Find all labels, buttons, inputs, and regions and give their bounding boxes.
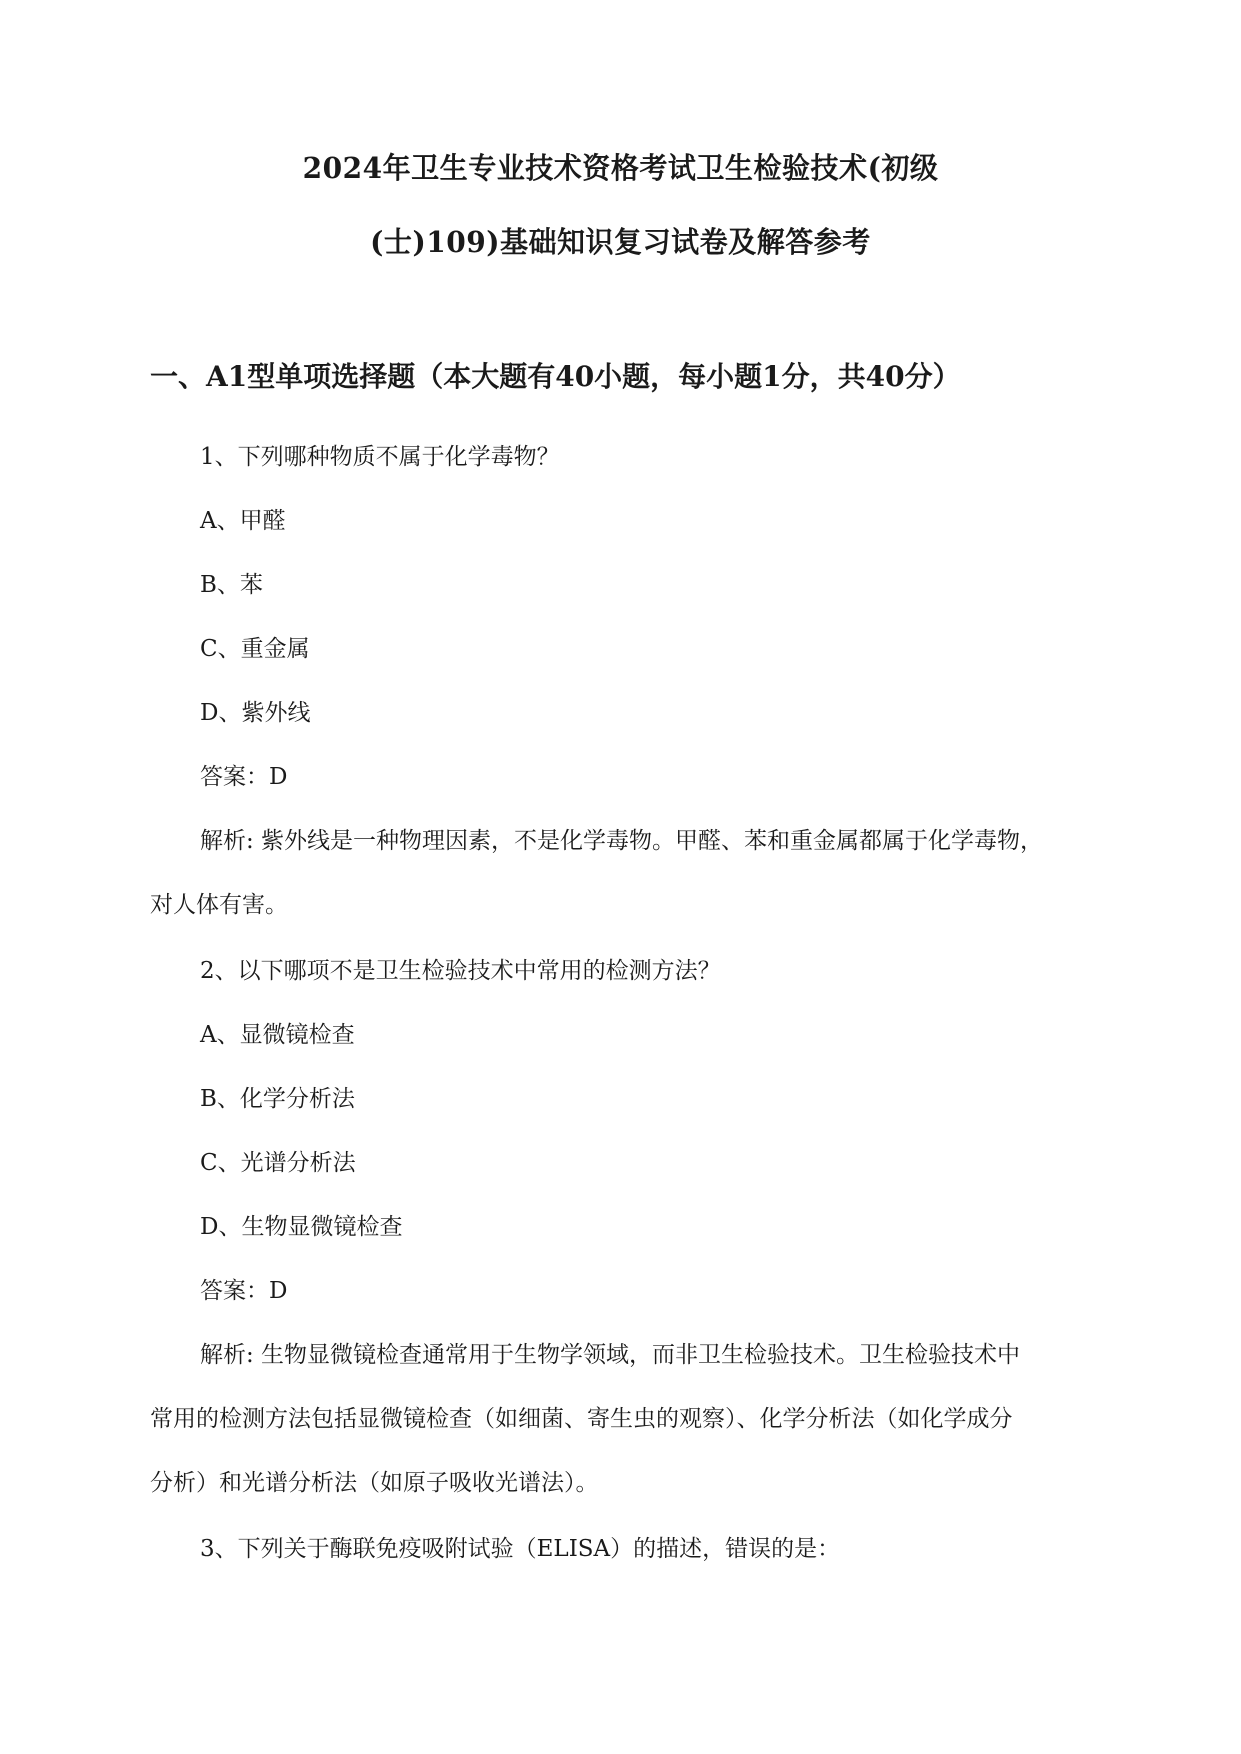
question-2-option-a: A、显微镜检查 <box>200 1022 355 1048</box>
question-2-analysis-line-2: 常用的检测方法包括显微镜检查（如细菌、寄生虫的观察）、化学分析法（如化学成分 <box>150 1406 1013 1432</box>
question-1-answer: 答案：D <box>200 764 288 790</box>
question-2-option-d: D、生物显微镜检查 <box>200 1214 403 1240</box>
question-2-option-b: B、化学分析法 <box>200 1086 355 1112</box>
question-1-option-d: D、紫外线 <box>200 700 311 726</box>
question-3-stem: 3、下列关于酶联免疫吸附试验（ELISA）的描述，错误的是： <box>200 1536 841 1562</box>
question-1-option-c: C、重金属 <box>200 636 310 662</box>
question-2-stem: 2、以下哪项不是卫生检验技术中常用的检测方法？ <box>200 958 721 984</box>
question-1-analysis-line-1: 解析: 紫外线是一种物理因素，不是化学毒物。甲醛、苯和重金属都属于化学毒物， <box>200 828 1044 854</box>
question-2-analysis-line-3: 分析）和光谱分析法（如原子吸收光谱法）。 <box>150 1470 599 1496</box>
question-2-analysis-line-1: 解析: 生物显微镜检查通常用于生物学领域，而非卫生检验技术。卫生检验技术中 <box>200 1342 1021 1368</box>
document-title-line-1: 2024年卫生专业技术资格考试卫生检验技术(初级 <box>302 151 939 185</box>
question-2-option-c: C、光谱分析法 <box>200 1150 356 1176</box>
section-heading: 一、A1型单项选择题（本大题有40小题，每小题1分，共40分） <box>150 360 961 393</box>
document-title-line-2: (士)109)基础知识复习试卷及解答参考 <box>370 225 871 259</box>
question-1-option-a: A、甲醛 <box>200 508 286 534</box>
question-2-answer: 答案：D <box>200 1278 288 1304</box>
question-1-stem: 1、下列哪种物质不属于化学毒物？ <box>200 444 560 470</box>
question-1-option-b: B、苯 <box>200 572 263 598</box>
question-1-analysis-line-2: 对人体有害。 <box>150 892 288 918</box>
